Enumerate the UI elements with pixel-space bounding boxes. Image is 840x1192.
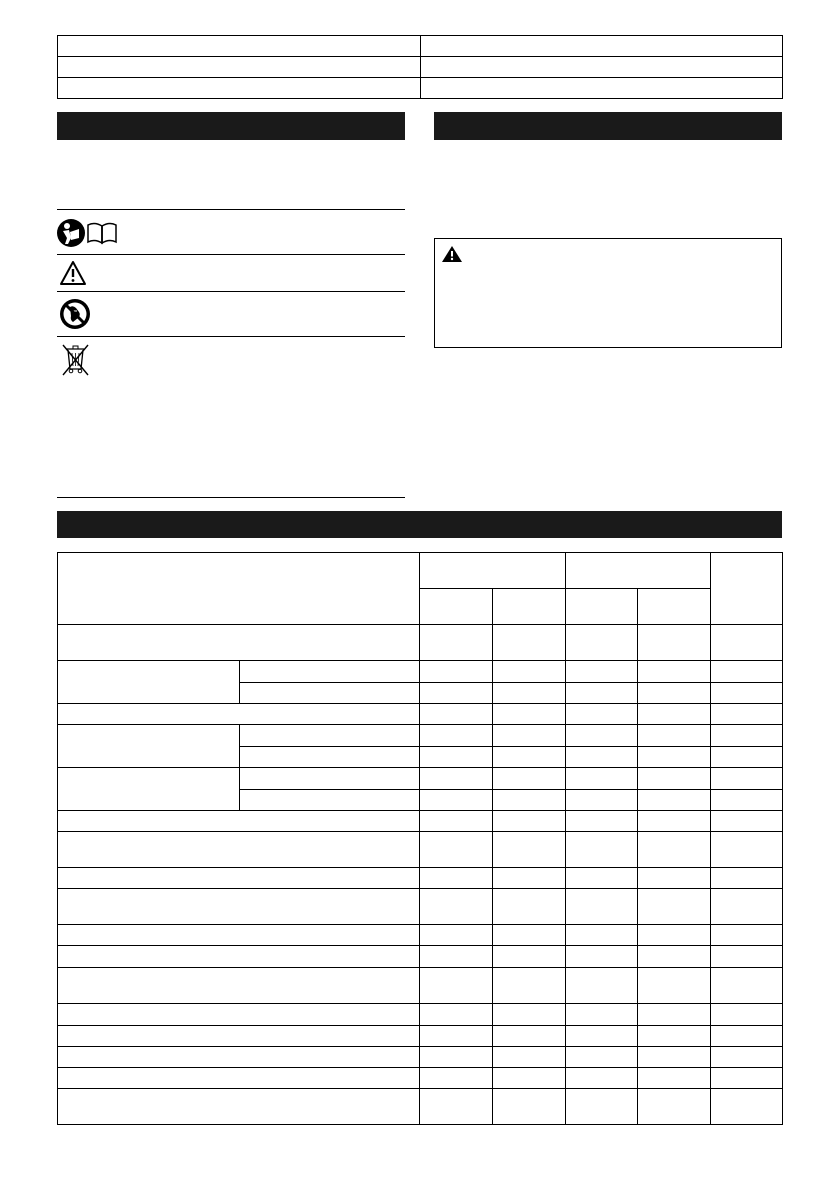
table-row	[58, 1068, 783, 1089]
table-row	[58, 768, 783, 790]
table-row	[58, 889, 783, 925]
read-manual-icon	[57, 218, 147, 253]
table-row	[58, 553, 783, 589]
table-row	[58, 1089, 783, 1125]
table-row	[58, 832, 783, 868]
warning-triangle-icon	[59, 260, 87, 291]
table-row	[58, 725, 783, 747]
table-row	[58, 1004, 783, 1026]
table-row	[58, 57, 783, 78]
table-row	[58, 968, 783, 1004]
table-row	[58, 946, 783, 968]
divider	[57, 336, 405, 337]
table-row	[58, 36, 783, 57]
table-row	[58, 704, 783, 725]
divider	[57, 291, 405, 292]
specifications-table	[57, 552, 783, 1125]
table-row	[58, 661, 783, 683]
warning-icon	[441, 245, 463, 268]
no-wet-hands-icon	[59, 298, 91, 335]
table-row	[58, 868, 783, 889]
top-table	[57, 35, 783, 99]
table-row	[58, 78, 783, 99]
table-row	[58, 1026, 783, 1047]
divider	[57, 209, 405, 210]
symbols-section-header	[57, 112, 405, 140]
table-row	[58, 811, 783, 832]
specifications-section-header	[57, 511, 782, 538]
table-row	[58, 625, 783, 661]
warning-box	[434, 238, 782, 348]
table-row	[58, 925, 783, 946]
table-row	[58, 1047, 783, 1068]
crossed-bin-icon	[62, 343, 90, 382]
divider	[57, 254, 405, 255]
divider	[57, 497, 405, 498]
intended-use-section-header	[434, 112, 782, 140]
